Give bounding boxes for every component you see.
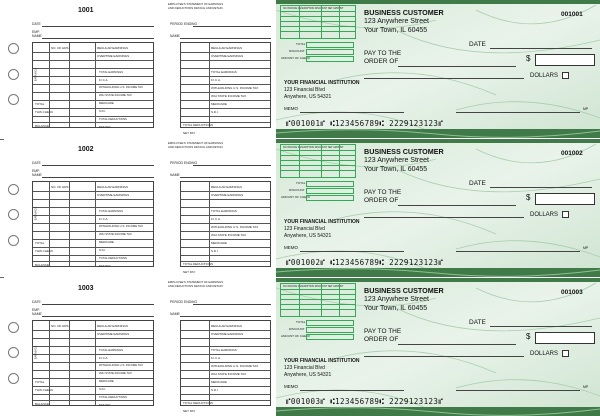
date-label: DATE xyxy=(469,319,486,326)
table-rule xyxy=(181,362,270,363)
deduction-label: MEDICARE xyxy=(99,240,114,244)
mini-total-label: TOTAL xyxy=(296,320,306,324)
bank-address1: 123 Financial Blvd xyxy=(284,87,325,93)
bank-address2: Anywhere, US 54321 xyxy=(284,233,332,239)
dollars-label: DOLLARS xyxy=(530,212,559,218)
deduction-label: F.I.C.A. xyxy=(99,356,109,360)
invoice-table xyxy=(280,144,356,178)
deduction-label: TOTAL EARNINGS xyxy=(99,209,124,213)
table-rule xyxy=(281,21,355,22)
company-address1: 123 Anywhere Street xyxy=(364,157,429,164)
deduction-label: S.D.I. xyxy=(99,248,106,252)
stub-number: 1003 xyxy=(78,285,94,292)
table-rule xyxy=(299,6,300,38)
table-rule xyxy=(181,52,270,53)
memo-label: MEMO xyxy=(284,245,298,250)
table-rule xyxy=(49,321,50,405)
name-label: NAME xyxy=(32,312,42,316)
fica-label: F.I.C.A. xyxy=(211,356,221,360)
micr-line: ⑈001002⑈ ⑆123456789⑆ 2229123123⑈ xyxy=(286,258,444,267)
date-line[interactable] xyxy=(42,304,154,305)
table-rule xyxy=(281,309,355,310)
mp-label: MP xyxy=(583,385,589,389)
table-rule xyxy=(181,346,270,347)
regular-earnings-label: REGULAR EARNINGS xyxy=(97,185,129,189)
name-line-right[interactable] xyxy=(180,177,271,178)
emp-label: EMP. xyxy=(32,308,40,312)
overtime-earnings-label: OVERTIME EARNINGS xyxy=(211,332,244,336)
check-set xyxy=(0,278,600,416)
table-rule xyxy=(181,223,270,224)
order-of-label: ORDER OF xyxy=(364,197,399,204)
invoice-header: NO INVOICE DESCRIPTION DISCOUNT NET AMOUNT xyxy=(283,285,344,288)
table-rule xyxy=(181,199,270,200)
micr-line: ⑈001001⑈ ⑆123456789⑆ 2229123123⑈ xyxy=(286,119,444,128)
table-rule xyxy=(181,207,270,208)
no-of-hrs-label: NO. OF HRS xyxy=(51,46,69,50)
order-of-label: ORDER OF xyxy=(364,58,399,65)
table-rule xyxy=(281,304,355,305)
table-rule xyxy=(281,170,355,171)
company-address2: Your Town, IL 60455 xyxy=(364,166,428,173)
total-label: TOTAL xyxy=(35,241,45,245)
payee-line[interactable] xyxy=(398,205,516,206)
total-deductions-label: TOTAL DEDUCTIONS xyxy=(183,123,213,127)
fica-label: F.I.C.A. xyxy=(211,217,221,221)
table-rule xyxy=(281,299,355,300)
company-name: BUSINESS CUSTOMER xyxy=(364,8,444,17)
table-rule xyxy=(209,43,210,127)
deduction-label: NET PAY xyxy=(99,264,111,268)
memo-line[interactable] xyxy=(300,390,404,391)
table-rule xyxy=(281,165,355,166)
date-label: DATE xyxy=(469,41,486,48)
sdi-label: S.D.I. xyxy=(211,110,219,114)
table-rule xyxy=(299,145,300,177)
overtime-earnings-label: OVERTIME EARNINGS xyxy=(97,193,130,197)
medicare-label: MEDICARE xyxy=(211,380,227,384)
balance-label: BALANCE xyxy=(35,402,50,406)
date-label: DATE xyxy=(32,161,41,165)
company-address1: 123 Anywhere Street xyxy=(364,18,429,25)
date-label: DATE xyxy=(32,22,41,26)
table-rule xyxy=(181,76,270,77)
deductions-table xyxy=(96,42,154,128)
state-tax-label: W/H STATE INCOME TAX xyxy=(211,94,247,98)
invoice-header: NO INVOICE DESCRIPTION DISCOUNT NET AMOUNT xyxy=(283,7,344,10)
check-set xyxy=(0,0,600,138)
table-rule xyxy=(339,145,340,177)
mp-label: MP xyxy=(583,246,589,250)
period-ending-label: PERIOD ENDING xyxy=(170,161,198,165)
table-rule xyxy=(281,26,355,27)
table-rule xyxy=(181,60,270,61)
table-rule xyxy=(181,68,270,69)
name-label: NAME xyxy=(32,173,42,177)
table-rule xyxy=(281,31,355,32)
deduction-label: MEDICARE xyxy=(99,379,114,383)
company-address2: Your Town, IL 60455 xyxy=(364,27,428,34)
overtime-earnings-label: OVERTIME EARNINGS xyxy=(97,54,130,58)
table-rule xyxy=(281,294,355,295)
period-ending-label: PERIOD ENDING xyxy=(170,300,198,304)
amount-words-line[interactable] xyxy=(364,78,524,79)
date-line[interactable] xyxy=(42,26,154,27)
amount-box[interactable] xyxy=(535,54,595,66)
deductions-table xyxy=(96,181,154,267)
table-rule xyxy=(181,92,270,93)
table-rule xyxy=(181,354,270,355)
period-ending-line[interactable] xyxy=(193,304,271,305)
table-rule xyxy=(181,100,270,101)
regular-earnings-label: REGULAR EARNINGS xyxy=(97,324,129,328)
mini-amount-label: AMOUNT OF CHECK xyxy=(281,334,311,338)
deduction-label: WITHHOLDING U.S. INCOME TAX xyxy=(99,363,144,367)
mini-amount-box[interactable] xyxy=(306,320,354,326)
amount-words-line[interactable] xyxy=(364,356,524,357)
deduction-label: S.D.I. xyxy=(99,387,106,391)
total-label: TOTAL xyxy=(35,380,45,384)
summary-table xyxy=(180,42,271,135)
check-top-band xyxy=(276,278,600,282)
table-rule xyxy=(181,247,270,248)
table-rule xyxy=(181,108,270,109)
name-label-right: NAME xyxy=(170,34,180,38)
check-top-band xyxy=(276,0,600,4)
company-address2: Your Town, IL 60455 xyxy=(364,305,428,312)
deduction-label: WITHHOLDING U.S. INCOME TAX xyxy=(99,224,144,228)
pay-stub xyxy=(30,139,273,277)
earnings-side-label: EARNINGS xyxy=(34,206,38,221)
table-rule xyxy=(281,16,355,17)
sdi-label: S.D.I. xyxy=(211,249,219,253)
total-earnings-label: TOTAL EARNINGS xyxy=(211,70,237,74)
deduction-label: TOTAL DEDUCTIONS xyxy=(99,256,127,260)
period-ending-line[interactable] xyxy=(193,165,271,166)
check-number: 001002 xyxy=(561,150,583,157)
mini-amount-box[interactable] xyxy=(306,327,354,333)
bank-address2: Anywhere, US 54321 xyxy=(284,94,332,100)
statement-heading: EMPLOYEE'S STATEMENT OF EARNINGS xyxy=(168,280,224,284)
pay-stub xyxy=(30,278,273,416)
statement-heading: AND DEDUCTIONS DETACH AND RETAIN xyxy=(168,6,223,10)
statement-heading: EMPLOYEE'S STATEMENT OF EARNINGS xyxy=(168,2,224,6)
period-ending-label: PERIOD ENDING xyxy=(170,22,198,26)
table-rule xyxy=(281,11,355,12)
summary-table xyxy=(180,181,271,274)
mini-amount-box[interactable] xyxy=(306,181,354,187)
table-rule xyxy=(181,386,270,387)
memo-label: MEMO xyxy=(284,106,298,111)
statement-heading: AND DEDUCTIONS DETACH AND RETAIN xyxy=(168,284,223,288)
no-of-hrs-label: NO. OF HRS xyxy=(51,324,69,328)
date-line[interactable] xyxy=(490,187,592,188)
table-rule xyxy=(321,284,322,316)
date-line[interactable] xyxy=(42,165,154,166)
deduction-label: W/H STATE INCOME TAX xyxy=(99,371,132,375)
table-rule xyxy=(181,330,270,331)
deduction-label: W/H STATE INCOME TAX xyxy=(99,93,132,97)
invoice-table xyxy=(280,5,356,39)
emp-name-line[interactable] xyxy=(42,38,154,39)
company-name: BUSINESS CUSTOMER xyxy=(364,147,444,156)
signature-line[interactable] xyxy=(456,390,580,391)
table-rule xyxy=(69,43,70,127)
statement-heading: AND DEDUCTIONS DETACH AND RETAIN xyxy=(168,145,223,149)
lock-icon xyxy=(562,72,569,79)
mini-total-label: TOTAL xyxy=(296,181,306,185)
overtime-earnings-label: OVERTIME EARNINGS xyxy=(211,54,244,58)
statement-heading: EMPLOYEE'S STATEMENT OF EARNINGS xyxy=(168,141,224,145)
regular-earnings-label: REGULAR EARNINGS xyxy=(211,185,243,189)
net-pay-label: NET PAY xyxy=(183,270,196,274)
table-rule xyxy=(181,116,270,117)
check-number: 001003 xyxy=(561,289,583,296)
payee-line[interactable] xyxy=(398,344,516,345)
company-address1: 123 Anywhere Street xyxy=(364,296,429,303)
bank-address1: 123 Financial Blvd xyxy=(284,365,325,371)
withholding-label: WITHHOLDING U.S. INCOME TAX xyxy=(211,364,259,368)
deductions-table xyxy=(96,320,154,406)
table-rule xyxy=(281,150,355,151)
payee-line[interactable] xyxy=(398,66,516,67)
deduction-label: NET PAY xyxy=(99,403,111,407)
bank-name: YOUR FINANCIAL INSTITUTION xyxy=(284,80,360,86)
stub-number: 1001 xyxy=(78,7,94,14)
mini-amount-box[interactable] xyxy=(306,42,354,48)
table-rule xyxy=(299,284,300,316)
table-rule xyxy=(339,6,340,38)
lock-icon xyxy=(562,211,569,218)
summary-table xyxy=(180,320,271,413)
order-of-label: ORDER OF xyxy=(364,336,399,343)
table-rule xyxy=(181,394,270,395)
sdi-label: S.D.I. xyxy=(211,388,219,392)
check-set xyxy=(0,139,600,277)
net-pay-label: NET PAY xyxy=(183,131,196,135)
table-rule xyxy=(69,182,70,266)
table-rule xyxy=(181,215,270,216)
invoice-table xyxy=(280,283,356,317)
pay-to-label: PAY TO THE xyxy=(364,328,402,335)
no-of-hrs-label: NO. OF HRS xyxy=(51,185,69,189)
withholding-label: WITHHOLDING U.S. INCOME TAX xyxy=(211,225,259,229)
table-rule xyxy=(69,321,70,405)
dollar-sign: $ xyxy=(526,54,531,63)
check xyxy=(276,278,600,416)
regular-earnings-label: REGULAR EARNINGS xyxy=(211,46,243,50)
medicare-label: MEDICARE xyxy=(211,241,227,245)
table-rule xyxy=(339,284,340,316)
total-deductions-label: TOTAL DEDUCTIONS xyxy=(183,401,213,405)
memo-label: MEMO xyxy=(284,384,298,389)
table-rule xyxy=(181,84,270,85)
pay-to-label: PAY TO THE xyxy=(364,189,402,196)
pay-to-label: PAY TO THE xyxy=(364,50,402,57)
date-label: DATE xyxy=(32,300,41,304)
dollars-label: DOLLARS xyxy=(530,351,559,357)
table-rule xyxy=(209,182,210,266)
name-label: NAME xyxy=(32,34,42,38)
memo-line[interactable] xyxy=(300,112,404,113)
medicare-label: MEDICARE xyxy=(211,102,227,106)
mp-label: MP xyxy=(583,107,589,111)
this-check-label: THIS CHECK xyxy=(35,388,54,392)
this-check-label: THIS CHECK xyxy=(35,110,54,114)
emp-label: EMP. xyxy=(32,169,40,173)
bank-name: YOUR FINANCIAL INSTITUTION xyxy=(284,358,360,364)
micr-line: ⑈001003⑈ ⑆123456789⑆ 2229123123⑈ xyxy=(286,397,444,406)
deduction-label: F.I.C.A. xyxy=(99,217,109,221)
date-line[interactable] xyxy=(490,48,592,49)
fica-label: F.I.C.A. xyxy=(211,78,221,82)
earnings-side-label: EARNINGS xyxy=(34,67,38,82)
amount-box[interactable] xyxy=(535,193,595,205)
amount-words-line[interactable] xyxy=(364,217,524,218)
deduction-label: S.D.I. xyxy=(99,109,106,113)
regular-earnings-label: REGULAR EARNINGS xyxy=(97,46,129,50)
emp-name-line[interactable] xyxy=(42,177,154,178)
table-rule xyxy=(281,289,355,290)
name-label-right: NAME xyxy=(170,173,180,177)
check-top-band xyxy=(276,139,600,143)
mini-discount-label: DISCOUNT xyxy=(289,49,305,53)
check xyxy=(276,0,600,138)
check-number: 001001 xyxy=(561,11,583,18)
table-rule xyxy=(209,321,210,405)
name-line-right[interactable] xyxy=(180,316,271,317)
earnings-side-label: EARNINGS xyxy=(34,345,38,360)
bank-address1: 123 Financial Blvd xyxy=(284,226,325,232)
table-rule xyxy=(181,255,270,256)
table-rule xyxy=(49,182,50,266)
bank-name: YOUR FINANCIAL INSTITUTION xyxy=(284,219,360,225)
mini-amount-box[interactable] xyxy=(306,195,354,201)
signature-line[interactable] xyxy=(456,112,580,113)
dollars-label: DOLLARS xyxy=(530,73,559,79)
total-deductions-label: TOTAL DEDUCTIONS xyxy=(183,262,213,266)
deduction-label: TOTAL DEDUCTIONS xyxy=(99,117,127,121)
pay-stub xyxy=(30,0,273,138)
name-line-right[interactable] xyxy=(180,38,271,39)
table-rule xyxy=(181,231,270,232)
stub-number: 1002 xyxy=(78,146,94,153)
deduction-label: F.I.C.A. xyxy=(99,78,109,82)
deduction-label: W/H STATE INCOME TAX xyxy=(99,232,132,236)
balance-label: BALANCE xyxy=(35,124,50,128)
mini-discount-label: DISCOUNT xyxy=(289,327,305,331)
regular-earnings-label: REGULAR EARNINGS xyxy=(211,324,243,328)
mini-total-label: TOTAL xyxy=(296,42,306,46)
state-tax-label: W/H STATE INCOME TAX xyxy=(211,233,247,237)
emp-name-line[interactable] xyxy=(42,316,154,317)
withholding-label: WITHHOLDING U.S. INCOME TAX xyxy=(211,86,259,90)
table-rule xyxy=(281,160,355,161)
lock-icon xyxy=(562,350,569,357)
deduction-label: WITHHOLDING U.S. INCOME TAX xyxy=(99,85,144,89)
dollar-sign: $ xyxy=(526,332,531,341)
mini-amount-box[interactable] xyxy=(306,334,354,340)
table-rule xyxy=(181,191,270,192)
period-ending-line[interactable] xyxy=(193,26,271,27)
date-line[interactable] xyxy=(490,326,592,327)
mini-amount-box[interactable] xyxy=(306,49,354,55)
check xyxy=(276,139,600,277)
deduction-label: TOTAL EARNINGS xyxy=(99,70,124,74)
table-rule xyxy=(181,239,270,240)
table-rule xyxy=(181,338,270,339)
deduction-label: TOTAL EARNINGS xyxy=(99,348,124,352)
emp-label: EMP. xyxy=(32,30,40,34)
table-rule xyxy=(321,145,322,177)
table-rule xyxy=(181,370,270,371)
amount-box[interactable] xyxy=(535,332,595,344)
mini-discount-label: DISCOUNT xyxy=(289,188,305,192)
bank-address2: Anywhere, US 54321 xyxy=(284,372,332,378)
net-pay-label: NET PAY xyxy=(183,409,196,413)
overtime-earnings-label: OVERTIME EARNINGS xyxy=(211,193,244,197)
company-name: BUSINESS CUSTOMER xyxy=(364,286,444,295)
total-label: TOTAL xyxy=(35,102,45,106)
table-rule xyxy=(49,43,50,127)
table-rule xyxy=(321,6,322,38)
mini-amount-label: AMOUNT OF CHECK xyxy=(281,195,311,199)
table-rule xyxy=(281,155,355,156)
mini-amount-box[interactable] xyxy=(306,56,354,62)
deduction-label: TOTAL DEDUCTIONS xyxy=(99,395,127,399)
memo-line[interactable] xyxy=(300,251,404,252)
total-earnings-label: TOTAL EARNINGS xyxy=(211,209,237,213)
name-label-right: NAME xyxy=(170,312,180,316)
balance-label: BALANCE xyxy=(35,263,50,267)
signature-line[interactable] xyxy=(456,251,580,252)
this-check-label: THIS CHECK xyxy=(35,249,54,253)
total-earnings-label: TOTAL EARNINGS xyxy=(211,348,237,352)
mini-amount-label: AMOUNT OF CHECK xyxy=(281,56,311,60)
deduction-label: NET PAY xyxy=(99,125,111,129)
state-tax-label: W/H STATE INCOME TAX xyxy=(211,372,247,376)
mini-amount-box[interactable] xyxy=(306,188,354,194)
date-label: DATE xyxy=(469,180,486,187)
table-rule xyxy=(181,378,270,379)
dollar-sign: $ xyxy=(526,193,531,202)
overtime-earnings-label: OVERTIME EARNINGS xyxy=(97,332,130,336)
deduction-label: MEDICARE xyxy=(99,101,114,105)
invoice-header: NO INVOICE DESCRIPTION DISCOUNT NET AMOUNT xyxy=(283,146,344,149)
